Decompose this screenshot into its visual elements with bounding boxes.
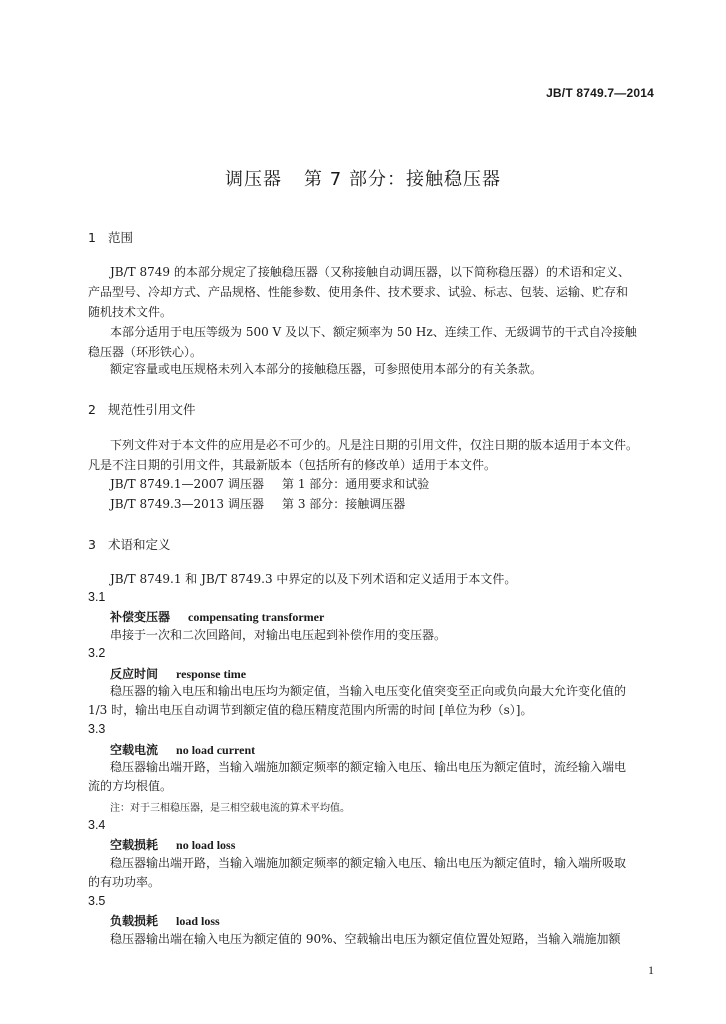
reference-item: JB/T 8749.3—2013 调压器 第 3 部分：接触调压器: [110, 497, 406, 511]
clause-number: 3.2: [88, 646, 106, 660]
s1-p1-line1: JB/T 8749 的本部分规定了接触稳压器（又称接触自动调压器，以下简称稳压器）的术语和定义、: [110, 265, 630, 279]
term-definition: 的有功功率。: [88, 875, 161, 889]
term-definition: 稳压器输出端开路，当输入端施加额定频率的额定输入电压、输出电压为额定值时，流经输入端电: [110, 760, 627, 774]
s2-p1-line1: 下列文件对于本文件的应用是必不可少的。凡是注日期的引用文件，仅注日期的版本适用于本文件。: [110, 438, 639, 452]
s1-p1-line3: 随机技术文件。: [88, 305, 173, 319]
s1-p1-line2: 产品型号、冷却方式、产品规格、性能参数、使用条件、技术要求、试验、标志、包装、运输、贮存和: [88, 285, 629, 299]
term-heading: 反应时间 response time: [110, 667, 247, 681]
s1-p3: 额定容量或电压规格未列入本部分的接触稳压器，可参照使用本部分的有关条款。: [110, 362, 543, 376]
clause-number: 3.4: [88, 818, 106, 832]
section-2-heading: 2 规范性引用文件: [88, 402, 196, 417]
term-definition: 稳压器输出端在输入电压为额定值的 90%、空载输出电压为额定值位置处短路，当输入端施加额: [110, 932, 621, 946]
clause-number: 3.1: [88, 590, 106, 604]
s3-intro: JB/T 8749.1 和 JB/T 8749.3 中界定的以及下列术语和定义适用于本文件。: [110, 572, 517, 586]
term-definition: 稳压器输出端开路，当输入端施加额定频率的额定输入电压、输出电压为额定值时，输入端所吸取: [110, 856, 627, 870]
document-title: [0, 165, 726, 191]
term-definition: 流的方均根值。: [88, 779, 173, 793]
term-definition: 串接于一次和二次回路间，对输出电压起到补偿作用的变压器。: [110, 628, 447, 642]
section-1-heading: 1 范围: [88, 230, 134, 245]
s1-p2-line1: 本部分适用于电压等级为 500 V 及以下、额定频率为 50 Hz、连续工作、无级调节的干式自冷接触: [110, 325, 637, 339]
clause-number: 3.5: [88, 894, 106, 908]
clause-number: 3.3: [88, 722, 106, 736]
term-heading: 负载损耗 load loss: [110, 914, 220, 928]
page-number: 1: [648, 963, 654, 977]
standard-code: JB/T 8749.7—2014: [546, 86, 654, 100]
note: 注：对于三相稳压器，是三相空载电流的算术平均值。: [110, 803, 350, 814]
title-part2: 第 7 部分：接触稳压器: [304, 169, 501, 190]
term-heading: 空载电流 no load current: [110, 743, 256, 757]
s2-p1-line2: 凡是不注日期的引用文件，其最新版本（包括所有的修改单）适用于本文件。: [88, 458, 497, 472]
term-definition: 稳压器的输入电压和输出电压均为额定值，当输入电压变化值突变至正向或负向最大允许变化值的: [110, 684, 627, 698]
title-part1: 调压器: [225, 169, 283, 190]
reference-item: JB/T 8749.1—2007 调压器 第 1 部分：通用要求和试验: [110, 477, 430, 491]
term-definition: 1/3 时，输出电压自动调节到额定值的稳压精度范围内所需的时间 [单位为秒（s）]。: [88, 703, 533, 717]
section-3-heading: 3 术语和定义: [88, 537, 171, 552]
s1-p2-line2: 稳压器（环形铁心）。: [88, 345, 203, 359]
term-heading: 补偿变压器 compensating transformer: [110, 610, 325, 624]
term-heading: 空载损耗 no load loss: [110, 838, 236, 852]
